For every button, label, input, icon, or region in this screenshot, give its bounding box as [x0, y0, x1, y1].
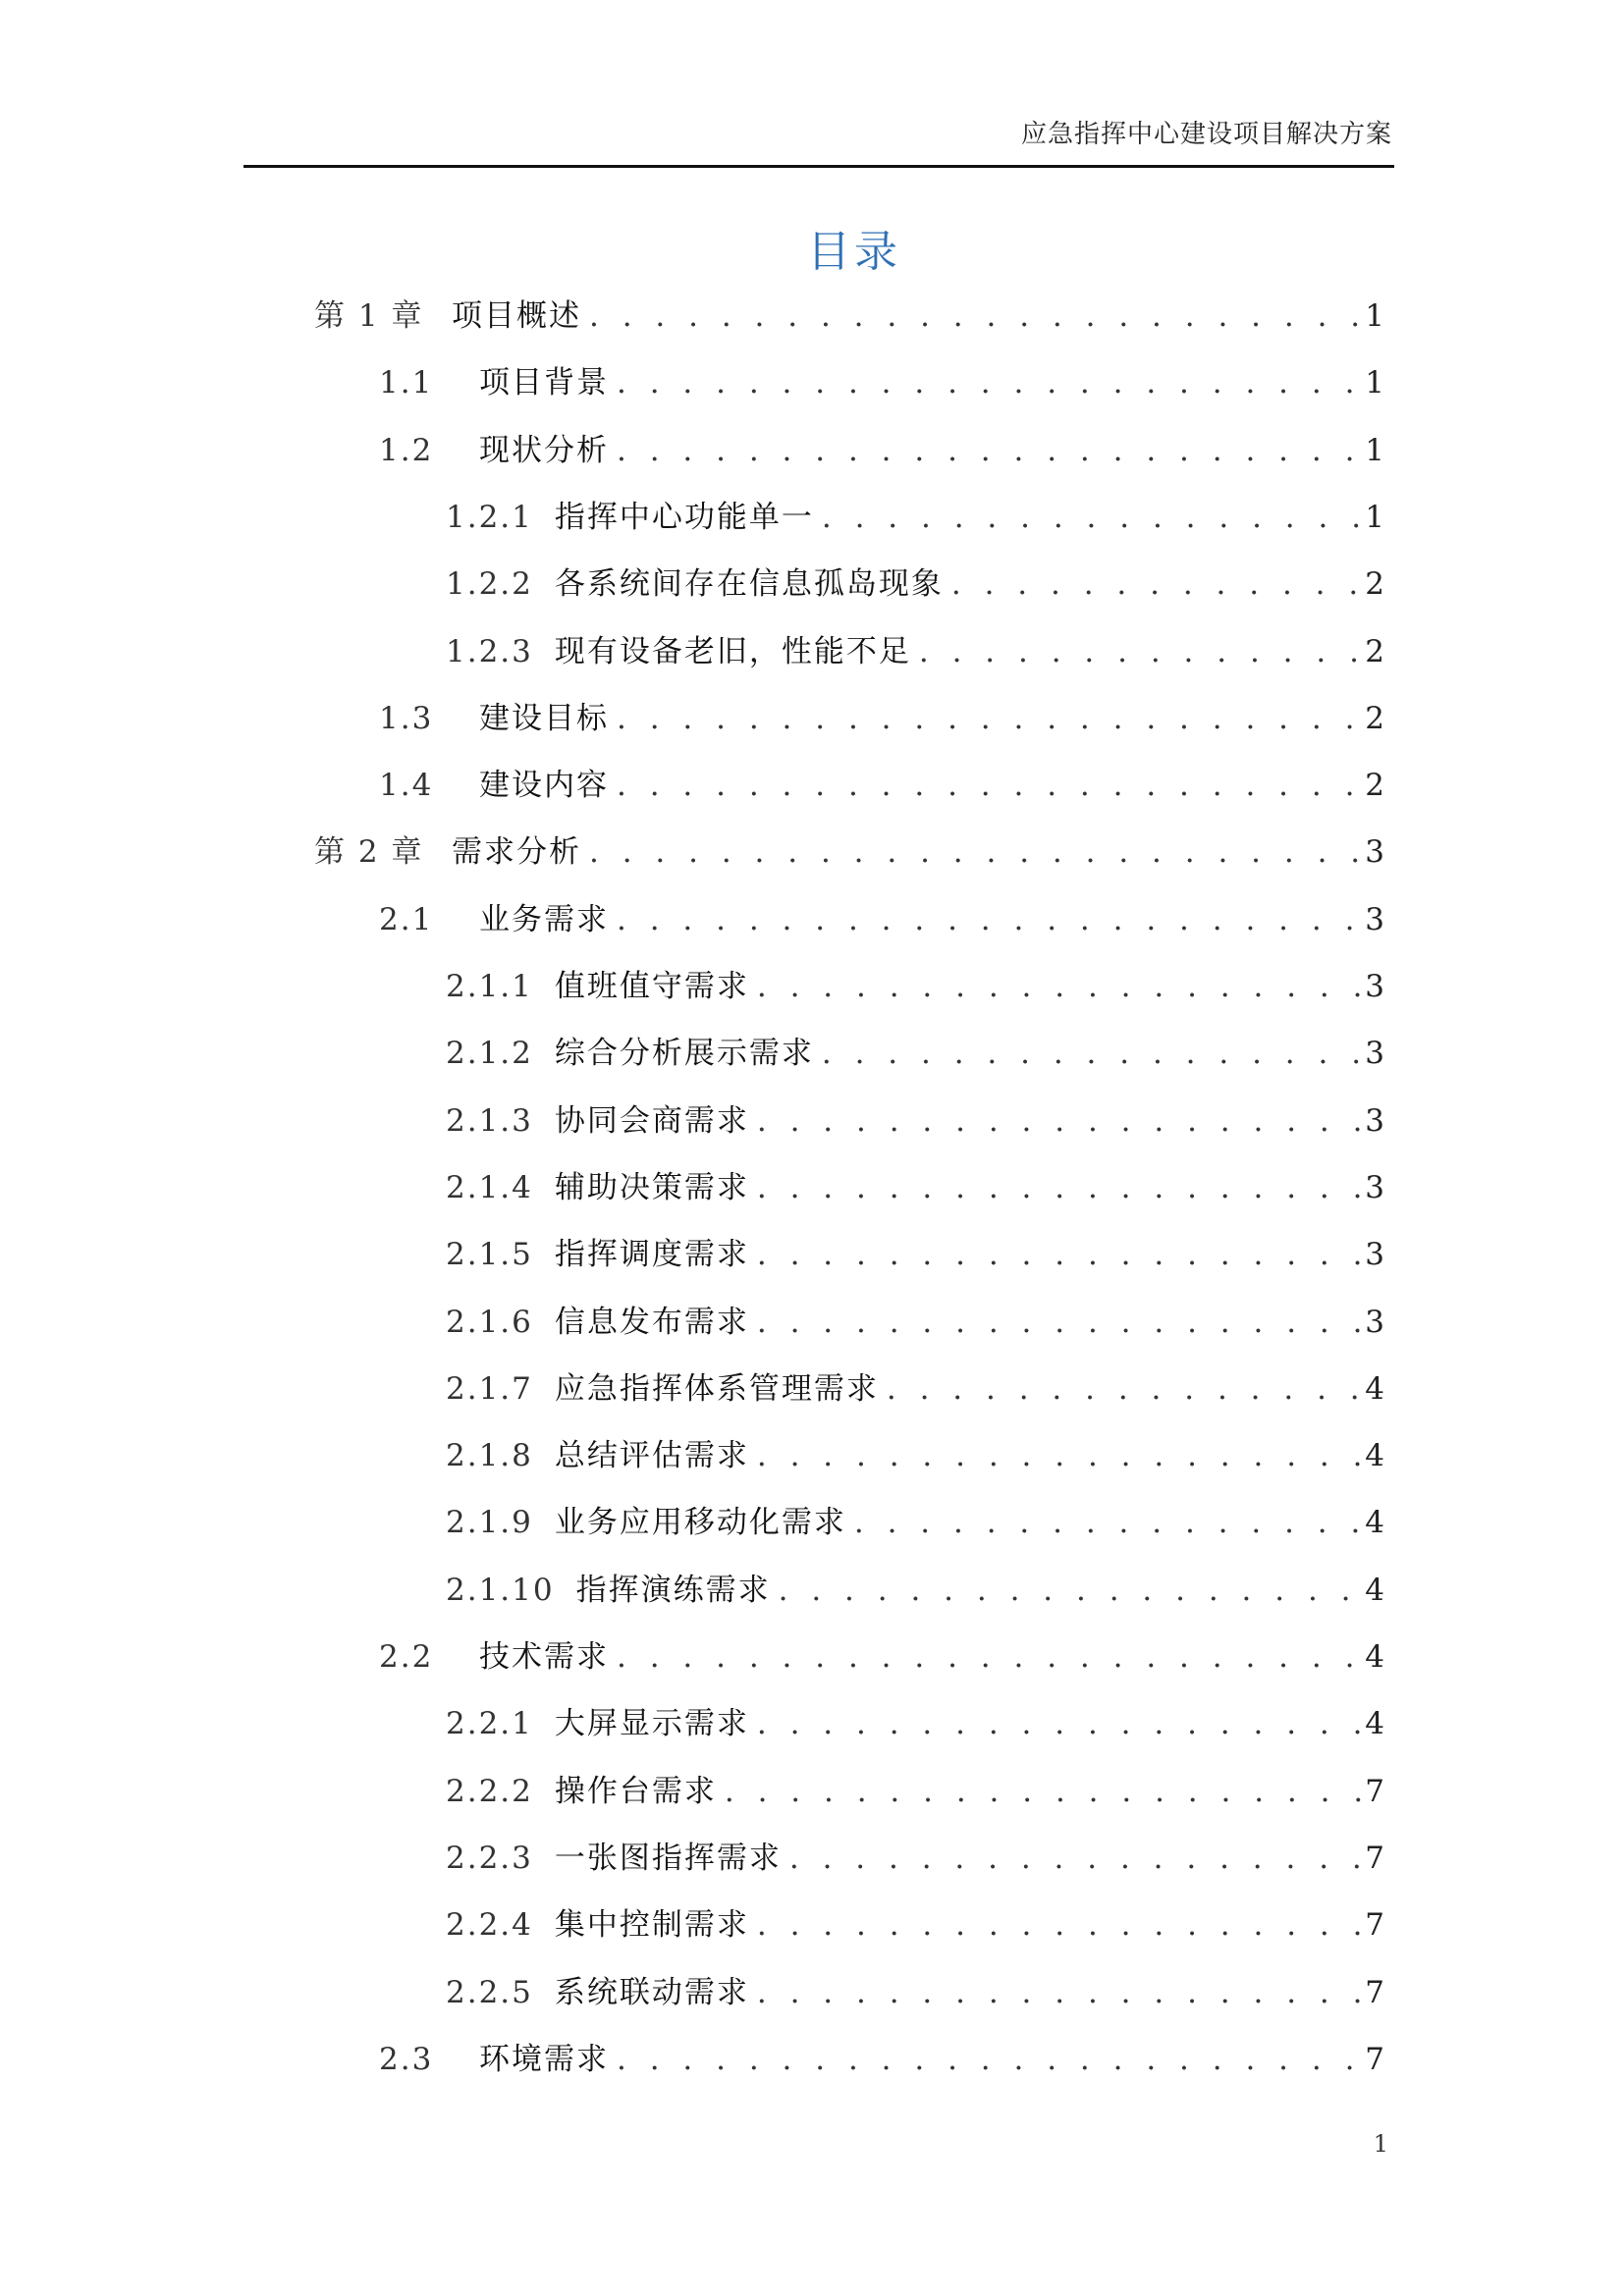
toc-entry[interactable] [379, 764, 1384, 807]
toc-entry[interactable] [446, 1837, 1384, 1880]
toc-entry-number: 2.1 [379, 901, 434, 937]
toc-entry-page: 1 [1365, 365, 1384, 401]
toc-entry[interactable] [379, 898, 1384, 941]
toc-entry[interactable] [379, 697, 1384, 740]
toc-entry-label: 建设内容 [479, 768, 609, 804]
toc-entry-page: 3 [1365, 1169, 1384, 1205]
toc-entry-number: 2.2.3 [446, 1840, 533, 1876]
toc-entry-label: 操作台需求 [554, 1773, 717, 1809]
toc-entry-label: 各系统间存在信息孤岛现象 [554, 566, 944, 603]
toc-dot-leader [814, 1032, 1365, 1075]
toc-dot-leader [879, 1367, 1365, 1411]
header-rule [244, 165, 1394, 168]
toc-entry[interactable] [379, 2038, 1384, 2081]
toc-entry[interactable] [446, 1501, 1384, 1544]
toc-entry-page: 7 [1365, 2041, 1384, 2077]
toc-dot-leader [749, 1099, 1365, 1143]
toc-entry[interactable] [446, 1166, 1384, 1209]
toc-entry-number: 1.3 [379, 700, 434, 736]
toc-entry[interactable] [446, 1434, 1384, 1477]
toc-dot-leader [609, 697, 1365, 740]
toc-entry-number: 2.1.10 [446, 1572, 555, 1608]
toc-entry-label: 集中控制需求 [554, 1907, 749, 1944]
toc-dot-leader [771, 1569, 1365, 1612]
toc-entry[interactable] [446, 1099, 1384, 1143]
toc-entry-page: 4 [1365, 1438, 1384, 1474]
toc-entry-label: 指挥调度需求 [554, 1237, 749, 1273]
toc-entry-page: 2 [1365, 566, 1384, 603]
toc-entry-number: 2.2.1 [446, 1706, 533, 1742]
toc-entry-page: 7 [1365, 1773, 1384, 1809]
toc-entry-number: 1.4 [379, 768, 434, 804]
toc-entry[interactable] [446, 1702, 1384, 1745]
toc-entry[interactable] [379, 361, 1384, 404]
toc-dot-leader [846, 1501, 1365, 1544]
toc-entry-number: 第 2 章 [314, 834, 424, 871]
toc-entry[interactable] [446, 1367, 1384, 1411]
toc-entry-page: 1 [1365, 298, 1384, 334]
toc-entry-page: 3 [1365, 901, 1384, 937]
toc-dot-leader [717, 1770, 1365, 1813]
toc-dot-leader [749, 1233, 1365, 1276]
toc-entry-number: 2.1.5 [446, 1237, 533, 1273]
toc-dot-leader [609, 898, 1365, 941]
toc-entry[interactable] [446, 1770, 1384, 1813]
running-header-title: 应急指挥中心建设项目解决方案 [1020, 120, 1392, 149]
toc-entry-label: 现状分析 [479, 432, 609, 468]
toc-entry[interactable] [379, 429, 1384, 472]
toc-entry[interactable] [446, 630, 1384, 673]
toc-entry-number: 1.2.2 [446, 566, 533, 603]
toc-entry-label: 业务应用移动化需求 [554, 1505, 846, 1541]
toc-entry-number: 1.2.3 [446, 633, 533, 669]
toc-entry-number: 2.1.8 [446, 1438, 533, 1474]
toc-entry-page: 4 [1365, 1706, 1384, 1742]
toc-entry[interactable] [446, 496, 1384, 539]
toc-entry-label: 需求分析 [452, 834, 581, 871]
toc-dot-leader [749, 965, 1365, 1008]
toc-entry[interactable] [446, 1971, 1384, 2014]
toc-entry-number: 2.1.9 [446, 1505, 533, 1541]
toc-dot-leader [814, 496, 1365, 539]
toc-entry-label: 综合分析展示需求 [554, 1036, 814, 1072]
toc-dot-leader [749, 1702, 1365, 1745]
toc-entry-label: 项目概述 [452, 298, 581, 334]
toc-entry[interactable] [446, 965, 1384, 1008]
toc-entry-label: 业务需求 [479, 901, 609, 937]
toc-entry-label: 一张图指挥需求 [554, 1840, 782, 1876]
toc-entry-number: 第 1 章 [314, 298, 424, 334]
toc-entry-label: 应急指挥体系管理需求 [554, 1370, 879, 1407]
toc-entry-label: 技术需求 [479, 1639, 609, 1675]
toc-entry-label: 辅助决策需求 [554, 1169, 749, 1205]
toc-entry-number: 2.2.5 [446, 1974, 533, 2010]
toc-dot-leader [749, 1301, 1365, 1344]
toc-entry[interactable] [446, 1569, 1384, 1612]
toc-entry-page: 1 [1365, 499, 1384, 535]
toc-entry-page: 4 [1365, 1639, 1384, 1675]
toc-entry-page: 7 [1365, 1840, 1384, 1876]
toc-entry-number: 2.1.2 [446, 1036, 533, 1072]
toc-dot-leader [609, 361, 1365, 404]
toc-dot-leader [911, 630, 1365, 673]
toc-entry[interactable] [446, 562, 1384, 606]
toc-entry-label: 系统联动需求 [554, 1974, 749, 2010]
toc-entry[interactable] [314, 830, 1384, 874]
toc-entry-label: 建设目标 [479, 700, 609, 736]
toc-entry-number: 2.1.4 [446, 1169, 533, 1205]
toc-dot-leader [749, 1903, 1365, 1947]
toc-dot-leader [749, 1971, 1365, 2014]
toc-entry[interactable] [314, 294, 1384, 338]
toc-entry-page: 2 [1365, 700, 1384, 736]
toc-dot-leader [749, 1166, 1365, 1209]
toc-entry-page: 3 [1365, 834, 1384, 871]
toc-dot-leader [749, 1434, 1365, 1477]
toc-entry-page: 3 [1365, 969, 1384, 1004]
toc-entry-number: 2.2 [379, 1639, 434, 1675]
toc-entry-page: 1 [1365, 432, 1384, 468]
toc-entry-page: 4 [1365, 1370, 1384, 1407]
toc-entry-number: 2.2.4 [446, 1907, 533, 1944]
toc-entry-label: 指挥中心功能单一 [554, 499, 814, 535]
toc-entry-number: 1.2 [379, 432, 434, 468]
toc-entry-page: 7 [1365, 1907, 1384, 1944]
toc-entry[interactable] [446, 1032, 1384, 1075]
toc-entry-number: 2.1.7 [446, 1370, 533, 1407]
toc-entry-label: 指挥演练需求 [575, 1572, 771, 1608]
toc-dot-leader [609, 2038, 1365, 2081]
toc-entry-number: 1.2.1 [446, 499, 533, 535]
toc-entry-page: 4 [1365, 1572, 1384, 1608]
toc-entry-number: 1.1 [379, 365, 434, 401]
toc-entry-page: 2 [1365, 633, 1384, 669]
toc-entry-number: 2.1.6 [446, 1304, 533, 1340]
toc-entry-label: 总结评估需求 [554, 1438, 749, 1474]
page-number: 1 [1373, 2130, 1388, 2158]
toc-entry[interactable] [446, 1903, 1384, 1947]
toc-entry-page: 3 [1365, 1036, 1384, 1072]
toc-dot-leader [581, 294, 1365, 338]
toc-entry-label: 环境需求 [479, 2041, 609, 2077]
toc-dot-leader [609, 1635, 1365, 1679]
toc-dot-leader [782, 1837, 1365, 1880]
toc-entry-number: 2.1.3 [446, 1102, 533, 1139]
toc-entry-label: 值班值守需求 [554, 969, 749, 1004]
toc-entry-label: 协同会商需求 [554, 1102, 749, 1139]
toc-dot-leader [609, 429, 1365, 472]
toc-entry-label: 信息发布需求 [554, 1304, 749, 1340]
toc-dot-leader [944, 562, 1365, 606]
toc-entry[interactable] [446, 1233, 1384, 1276]
toc-entry-label: 大屏显示需求 [554, 1706, 749, 1742]
toc-entry-page: 3 [1365, 1102, 1384, 1139]
toc-entry-page: 3 [1365, 1304, 1384, 1340]
toc-entry-label: 现有设备老旧，性能不足 [554, 633, 911, 669]
toc-entry-label: 项目背景 [479, 365, 609, 401]
toc-entry-number: 2.3 [379, 2041, 434, 2077]
toc-entry-page: 2 [1365, 768, 1384, 804]
toc-dot-leader [609, 764, 1365, 807]
toc-entry-page: 3 [1365, 1237, 1384, 1273]
toc-entry[interactable] [446, 1301, 1384, 1344]
toc-title: 目录 [807, 227, 901, 277]
toc-dot-leader [581, 830, 1365, 874]
toc-entry-number: 2.2.2 [446, 1773, 533, 1809]
toc-entry-number: 2.1.1 [446, 969, 533, 1004]
toc-entry[interactable] [379, 1635, 1384, 1679]
toc-entry-page: 7 [1365, 1974, 1384, 2010]
toc-entry-page: 4 [1365, 1505, 1384, 1541]
